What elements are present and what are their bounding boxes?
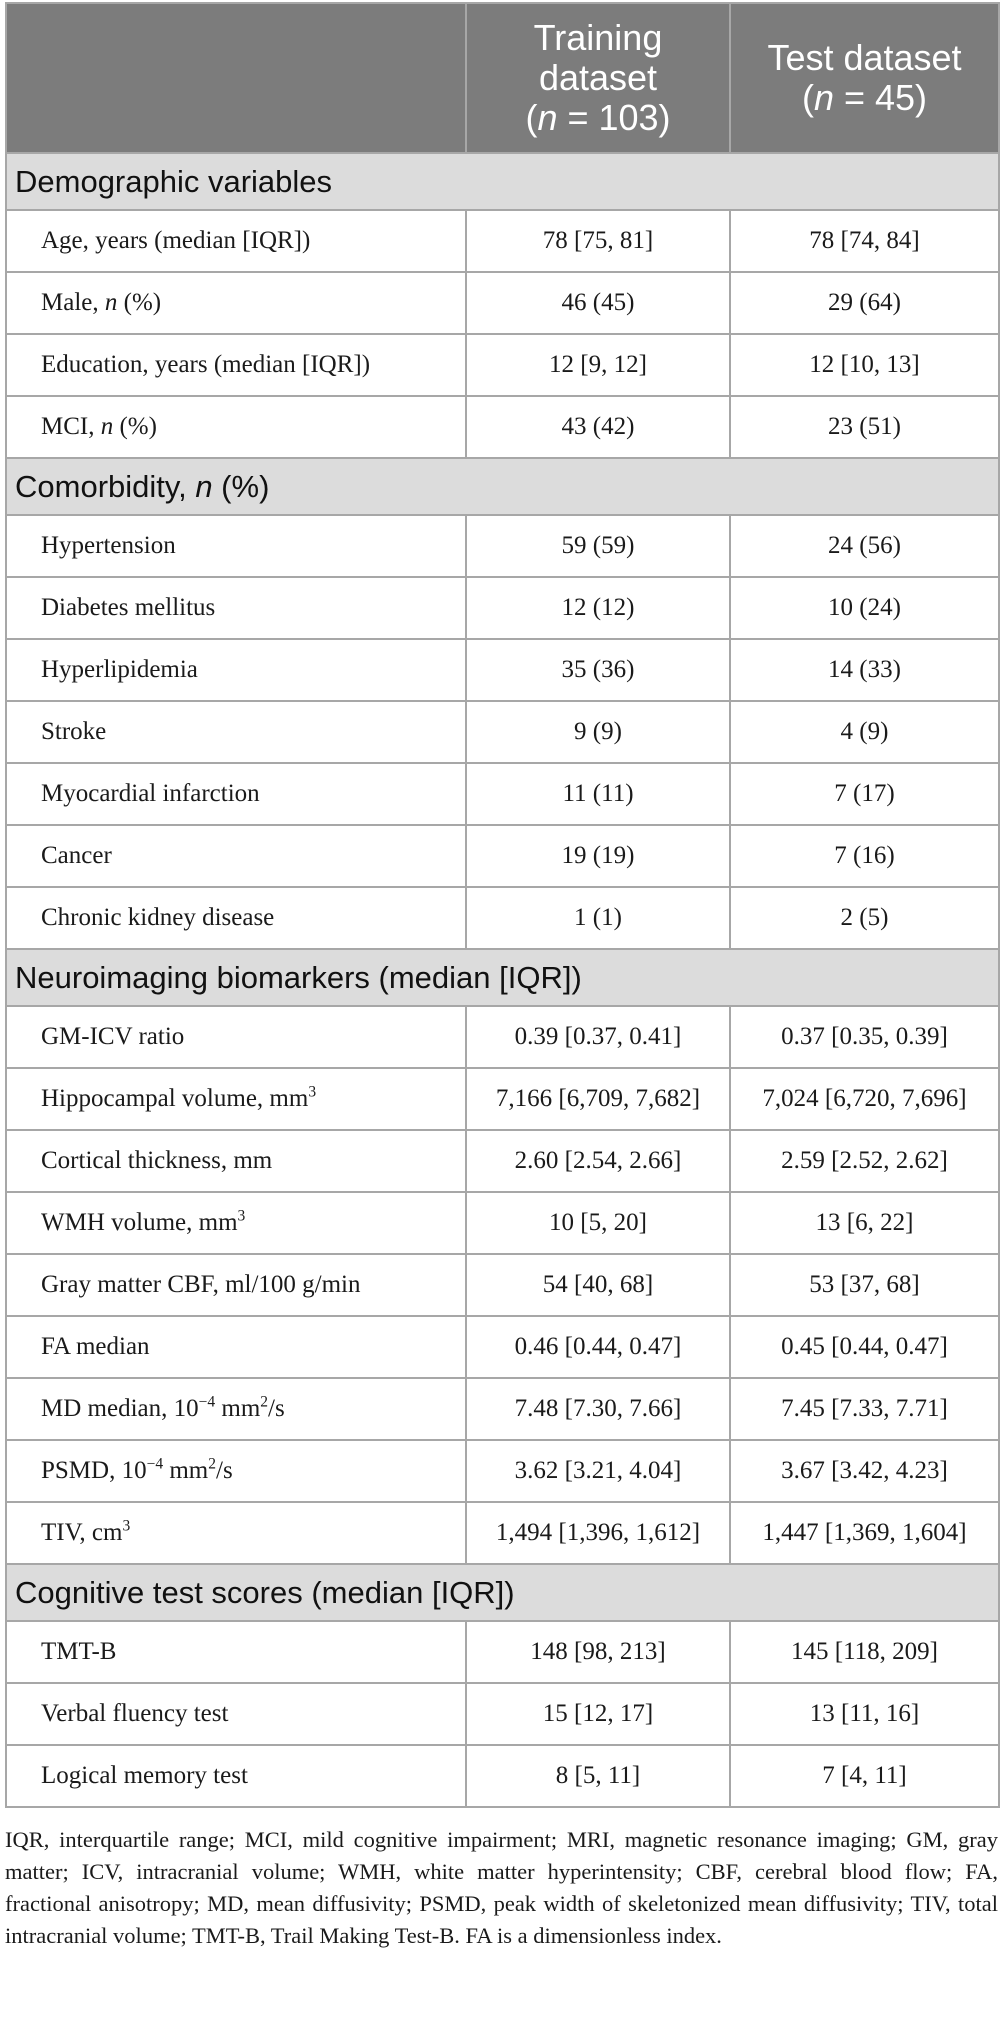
training-value: 1 (1)	[466, 887, 730, 949]
row-label: MD median, $10^{-4}$ $mm^2/s$	[6, 1378, 466, 1440]
table-row	[6, 1130, 999, 1192]
table-row	[6, 1502, 999, 1564]
training-value: 59 (59)	[466, 515, 730, 577]
table-row	[6, 1254, 999, 1316]
test-value: 13 [6, 22]	[730, 1192, 999, 1254]
table-row	[6, 1440, 999, 1502]
row-label: Cortical thickness, mm	[6, 1130, 466, 1192]
row-label: Education, years (median [IQR])	[6, 334, 466, 396]
row-label: Logical memory test	[6, 1745, 466, 1807]
row-label: PSMD, $10^{-4}$ $mm^2/s$	[6, 1440, 466, 1502]
row-label: FA median	[6, 1316, 466, 1378]
row-label: Gray matter CBF, ml/100 g/min	[6, 1254, 466, 1316]
row-label: Stroke	[6, 701, 466, 763]
row-label: Hypertension	[6, 515, 466, 577]
test-value: 145 [118, 209]	[730, 1621, 999, 1683]
training-value: 12 [9, 12]	[466, 334, 730, 396]
test-value: 7 (16)	[730, 825, 999, 887]
row-label: Myocardial infarction	[6, 763, 466, 825]
training-value: 11 (11)	[466, 763, 730, 825]
table-row	[6, 210, 999, 272]
table-header-row	[6, 3, 999, 153]
test-value: 10 (24)	[730, 577, 999, 639]
table-row	[6, 763, 999, 825]
test-value: 13 [11, 16]	[730, 1683, 999, 1745]
training-value: 35 (36)	[466, 639, 730, 701]
table-row	[6, 577, 999, 639]
section-title: Comorbidity, n (%)	[6, 458, 999, 515]
test-value: 3.67 [3.42, 4.23]	[730, 1440, 999, 1502]
test-value: 0.37 [0.35, 0.39]	[730, 1006, 999, 1068]
table-row	[6, 1006, 999, 1068]
section-title: Cognitive test scores (median [IQR])	[6, 1564, 999, 1621]
test-value: 29 (64)	[730, 272, 999, 334]
test-value: 4 (9)	[730, 701, 999, 763]
training-value: 19 (19)	[466, 825, 730, 887]
training-value: 148 [98, 213]	[466, 1621, 730, 1683]
section-neuroimaging	[6, 949, 999, 1006]
row-label: GM-ICV ratio	[6, 1006, 466, 1068]
training-value: 2.60 [2.54, 2.66]	[466, 1130, 730, 1192]
test-value: 7 (17)	[730, 763, 999, 825]
table-row	[6, 515, 999, 577]
row-label: Age, years (median [IQR])	[6, 210, 466, 272]
header-blank-cell	[6, 3, 466, 153]
test-value: 14 (33)	[730, 639, 999, 701]
training-value: 0.39 [0.37, 0.41]	[466, 1006, 730, 1068]
training-value: 15 [12, 17]	[466, 1683, 730, 1745]
table-row	[6, 1378, 999, 1440]
section-title: Neuroimaging biomarkers (median [IQR])	[6, 949, 999, 1006]
table-footnote: IQR, interquartile range; MCI, mild cognitive impairment; MRI, magnetic resonance imaging; GM, gray matter; ICV, intracranial volume; WMH, white matter hyperintensity; CBF, cerebral blood flow; FA, fractional anisotropy; MD, mean diffusivity; PSMD, peak width of skeletonized mean diffusivity; TIV, total intracranial volume; TMT-B, Trail Making Test-B. FA is a dimensionless index.	[5, 1827, 998, 1948]
table-row	[6, 1316, 999, 1378]
table-row	[6, 701, 999, 763]
training-value: 7,166 [6,709, 7,682]	[466, 1068, 730, 1130]
row-label: Hyperlipidemia	[6, 639, 466, 701]
table-row	[6, 1192, 999, 1254]
test-value: 78 [74, 84]	[730, 210, 999, 272]
table-row	[6, 272, 999, 334]
section-cognitive	[6, 1564, 999, 1621]
section-comorbidity	[6, 458, 999, 515]
table-row	[6, 639, 999, 701]
test-value: 53 [37, 68]	[730, 1254, 999, 1316]
row-label: Male, n (%)	[6, 272, 466, 334]
test-value: 7.45 [7.33, 7.71]	[730, 1378, 999, 1440]
training-value: 12 (12)	[466, 577, 730, 639]
row-label: Cancer	[6, 825, 466, 887]
test-value: 23 (51)	[730, 396, 999, 458]
training-value: 78 [75, 81]	[466, 210, 730, 272]
training-value: 7.48 [7.30, 7.66]	[466, 1378, 730, 1440]
row-label: MCI, n (%)	[6, 396, 466, 458]
test-value: 2.59 [2.52, 2.62]	[730, 1130, 999, 1192]
table-row	[6, 396, 999, 458]
training-value: 1,494 [1,396, 1,612]	[466, 1502, 730, 1564]
row-label: Verbal fluency test	[6, 1683, 466, 1745]
training-value: 3.62 [3.21, 4.04]	[466, 1440, 730, 1502]
test-value: 0.45 [0.44, 0.47]	[730, 1316, 999, 1378]
training-value: 9 (9)	[466, 701, 730, 763]
table-row	[6, 887, 999, 949]
test-value: 7,024 [6,720, 7,696]	[730, 1068, 999, 1130]
header-test-dataset: Test dataset (n = 45)	[730, 3, 999, 153]
test-value: 24 (56)	[730, 515, 999, 577]
table-row	[6, 1683, 999, 1745]
characteristics-table	[5, 2, 1000, 1808]
test-value: 2 (5)	[730, 887, 999, 949]
test-value: 7 [4, 11]	[730, 1745, 999, 1807]
test-value: 1,447 [1,369, 1,604]	[730, 1502, 999, 1564]
table-row	[6, 825, 999, 887]
row-label: TIV, $cm^3$	[6, 1502, 466, 1564]
header-training-dataset: Training dataset (n = 103)	[466, 3, 730, 153]
table-container	[5, 2, 998, 1952]
training-value: 8 [5, 11]	[466, 1745, 730, 1807]
training-value: 10 [5, 20]	[466, 1192, 730, 1254]
table-row	[6, 334, 999, 396]
training-value: 43 (42)	[466, 396, 730, 458]
section-title: Demographic variables	[6, 153, 999, 210]
training-value: 54 [40, 68]	[466, 1254, 730, 1316]
table-row	[6, 1621, 999, 1683]
row-label: Diabetes mellitus	[6, 577, 466, 639]
table-row	[6, 1068, 999, 1130]
row-label: WMH volume, $mm^3$	[6, 1192, 466, 1254]
row-label: Chronic kidney disease	[6, 887, 466, 949]
row-label: TMT-B	[6, 1621, 466, 1683]
training-value: 0.46 [0.44, 0.47]	[466, 1316, 730, 1378]
row-label: Hippocampal volume, $mm^3$	[6, 1068, 466, 1130]
training-value: 46 (45)	[466, 272, 730, 334]
test-value: 12 [10, 13]	[730, 334, 999, 396]
table-row	[6, 1745, 999, 1807]
section-demographic	[6, 153, 999, 210]
